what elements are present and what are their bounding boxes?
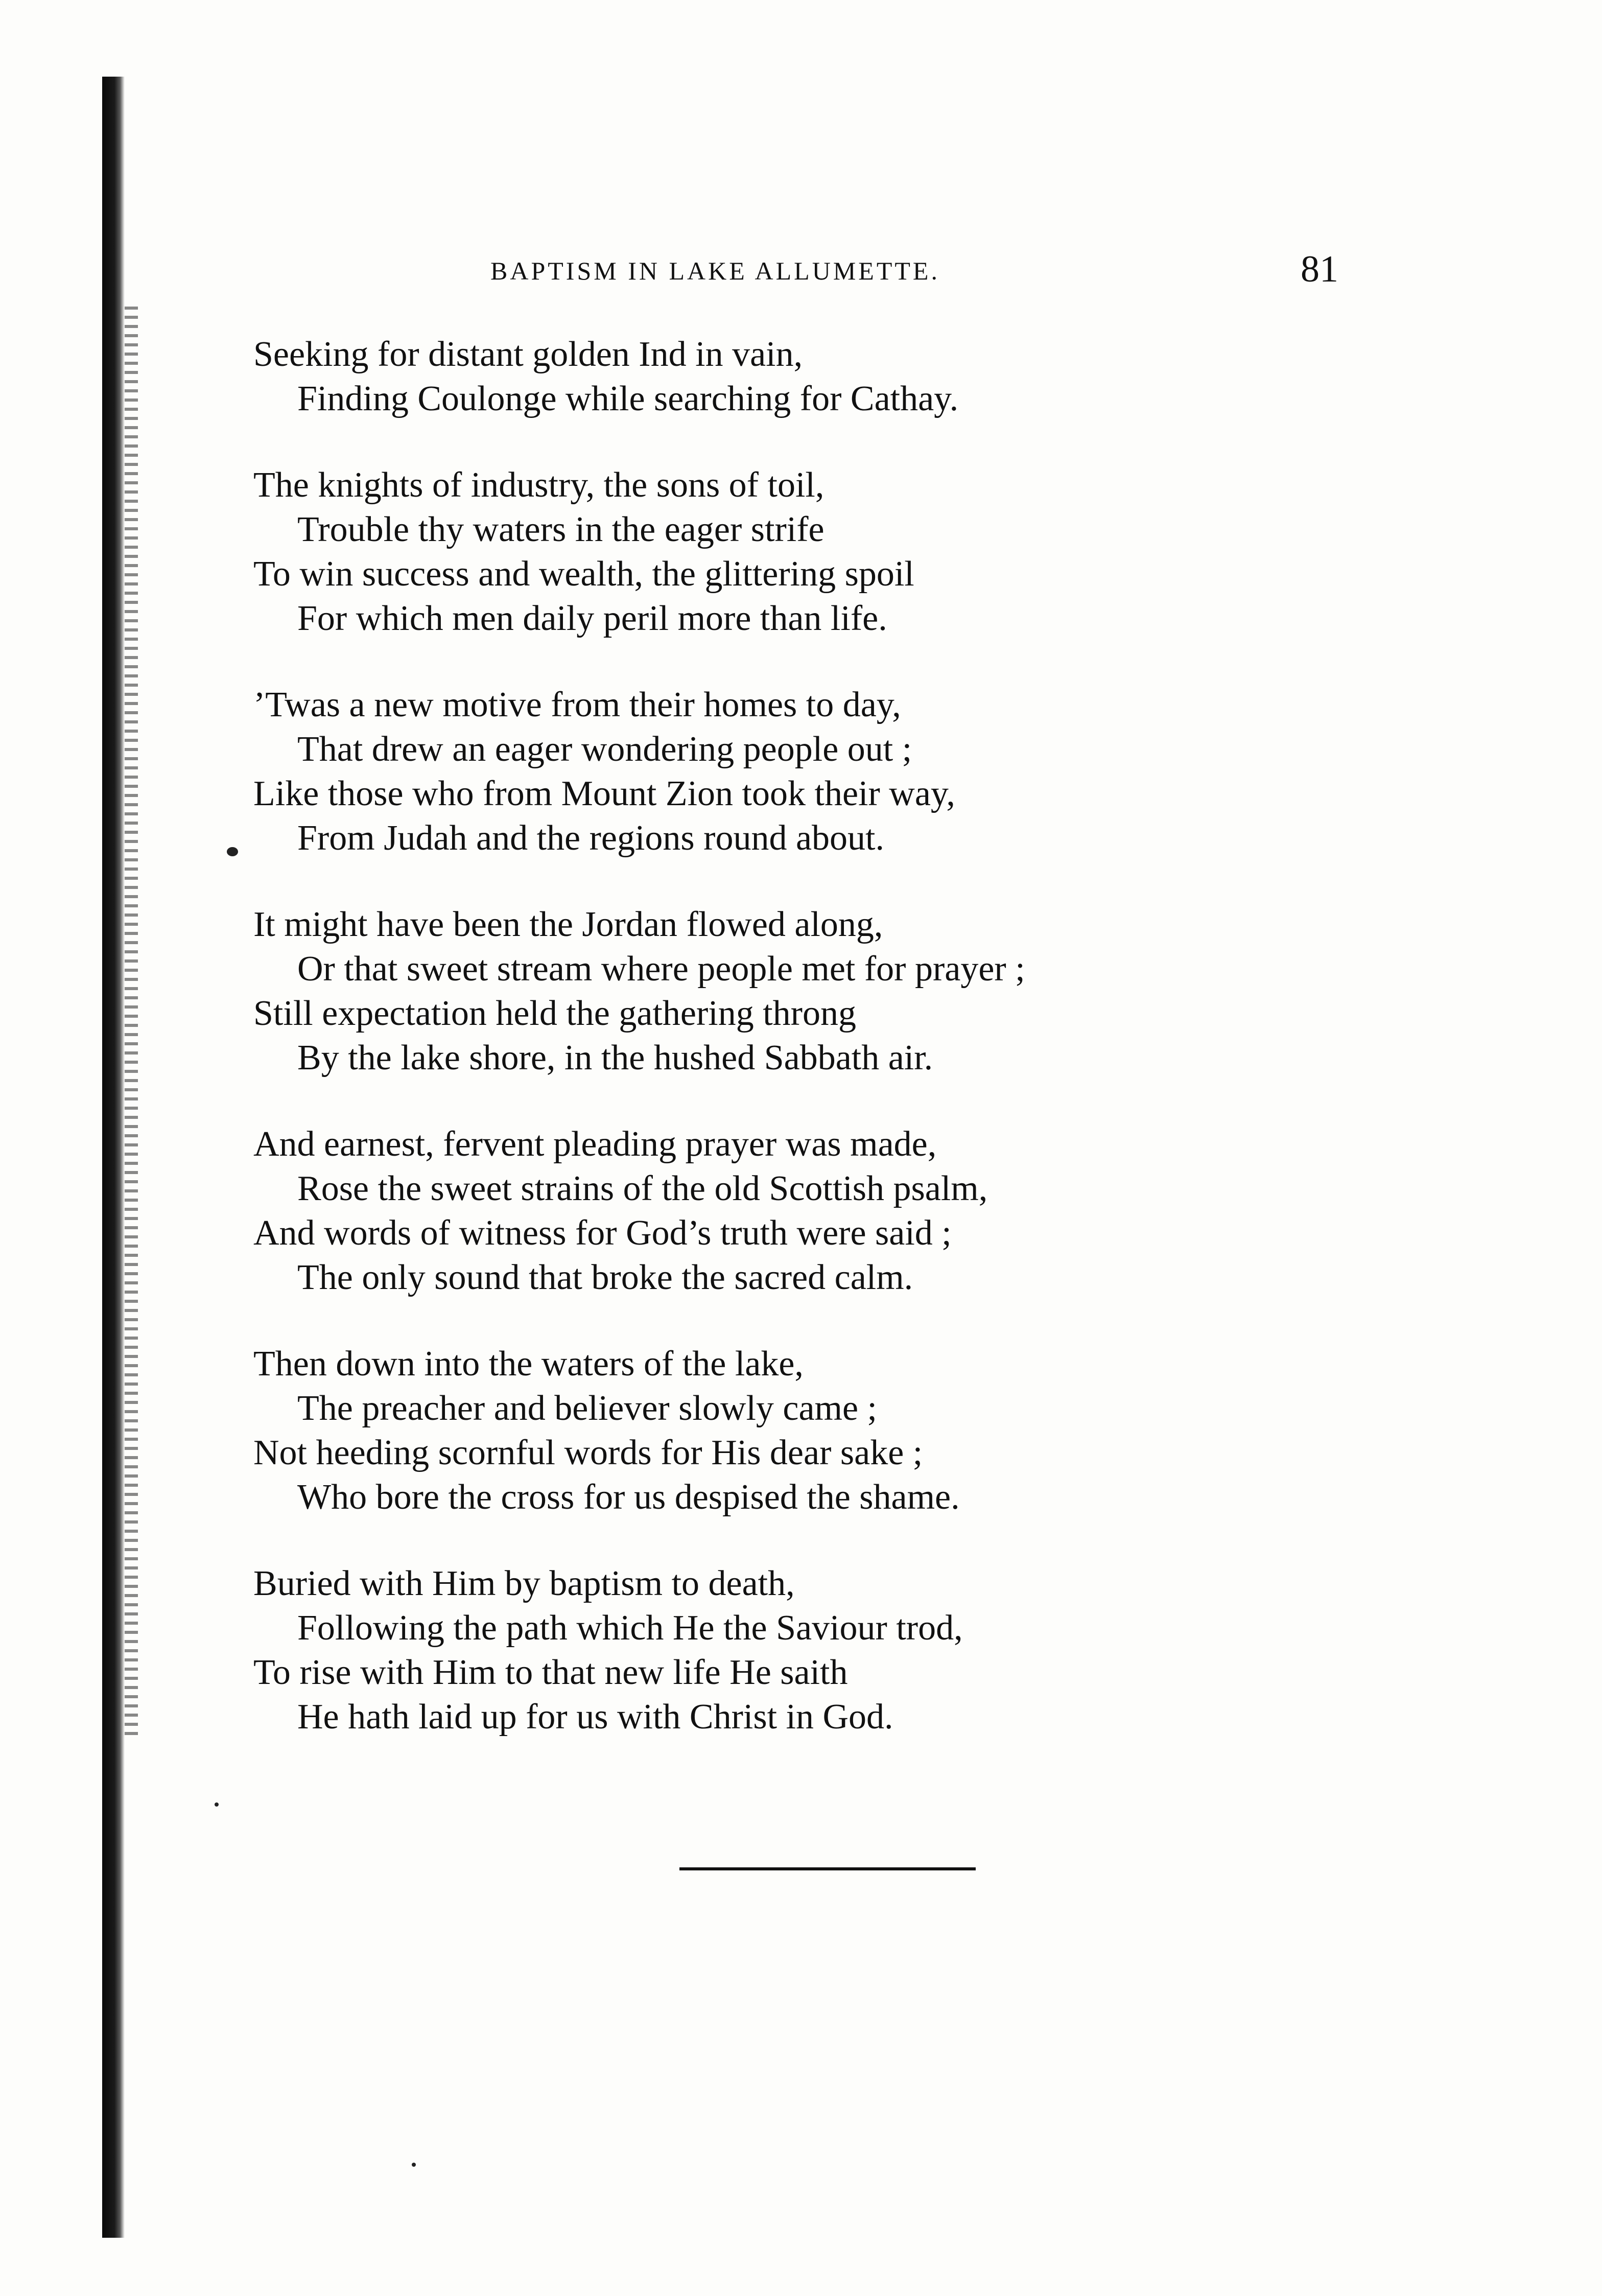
poem-line: By the lake shore, in the hushed Sabbath air. xyxy=(297,1038,933,1077)
poem-line: Like those who from Mount Zion took their way, xyxy=(253,774,955,813)
poem-line: The only sound that broke the sacred calm. xyxy=(297,1258,913,1297)
stanza xyxy=(253,683,1377,860)
page-number: 81 xyxy=(1301,248,1338,290)
stanza xyxy=(253,1122,1377,1300)
stanza xyxy=(253,1561,1377,1739)
poem-line: From Judah and the regions round about. xyxy=(297,818,884,858)
poem-line: And earnest, fervent pleading prayer was made, xyxy=(253,1124,937,1164)
binding-shadow xyxy=(125,307,138,1737)
poem-line: Then down into the waters of the lake, xyxy=(253,1344,804,1384)
poem-line: The knights of industry, the sons of toil, xyxy=(253,465,824,505)
stanza xyxy=(253,332,1377,421)
poem-body xyxy=(253,332,1377,1781)
scan-speck xyxy=(227,847,238,856)
poem-line: ’Twas a new motive from their homes to day, xyxy=(253,685,901,724)
poem-line: He hath laid up for us with Christ in God. xyxy=(297,1697,893,1737)
poem-line: For which men daily peril more than life. xyxy=(297,599,887,638)
poem-line: And words of witness for God’s truth were said ; xyxy=(253,1213,952,1253)
poem-line: That drew an eager wondering people out ; xyxy=(297,730,912,769)
poem-line: Still expectation held the gathering throng xyxy=(253,994,856,1033)
poem-line: Following the path which He the Saviour trod, xyxy=(297,1608,963,1648)
poem-line: Finding Coulonge while searching for Cathay. xyxy=(297,379,959,418)
page-header xyxy=(490,248,1338,289)
poem-line: Buried with Him by baptism to death, xyxy=(253,1564,795,1603)
binding-edge xyxy=(102,77,125,2238)
scan-speck xyxy=(412,2163,416,2167)
running-head: BAPTISM IN LAKE ALLUMETTE. xyxy=(490,256,940,285)
stanza xyxy=(253,1342,1377,1519)
stanza xyxy=(253,463,1377,641)
poem-line: It might have been the Jordan flowed along, xyxy=(253,905,883,944)
poem-line: To win success and wealth, the glittering spoil xyxy=(253,554,914,594)
poem-line: The preacher and believer slowly came ; xyxy=(297,1389,878,1428)
poem-line: Seeking for distant golden Ind in vain, xyxy=(253,335,803,374)
poem-line: Rose the sweet strains of the old Scottish psalm, xyxy=(297,1169,988,1208)
poem-line: Trouble thy waters in the eager strife xyxy=(297,510,824,549)
poem-line: To rise with Him to that new life He saith xyxy=(253,1653,848,1692)
poem-line: Who bore the cross for us despised the shame. xyxy=(297,1478,960,1517)
poem-line: Or that sweet stream where people met for prayer ; xyxy=(297,949,1025,989)
scan-speck xyxy=(215,1802,219,1807)
stanza xyxy=(253,902,1377,1080)
poem-line: Not heeding scornful words for His dear sake ; xyxy=(253,1433,923,1472)
end-rule xyxy=(679,1867,976,1870)
